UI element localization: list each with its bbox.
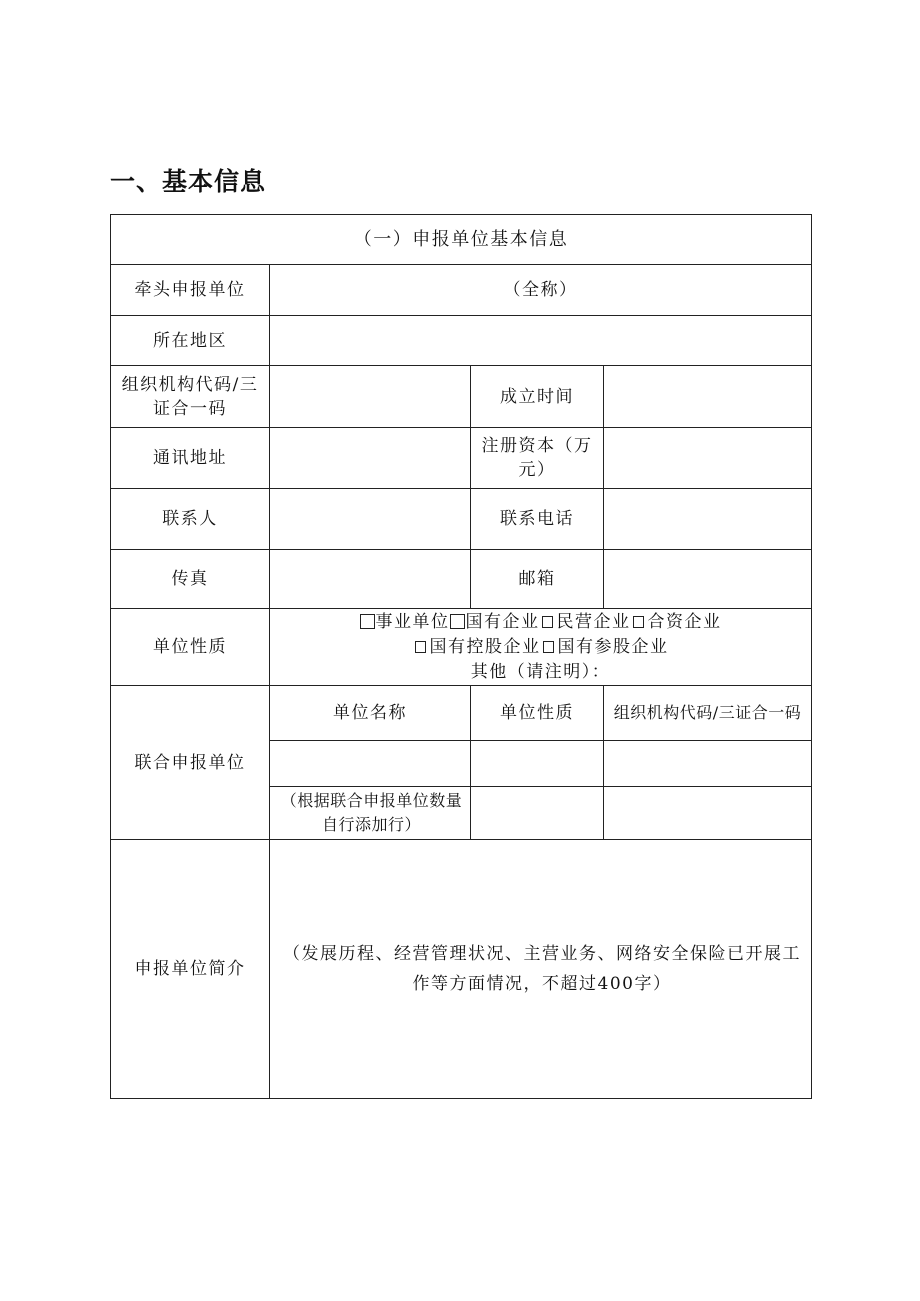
checkbox-private[interactable] bbox=[542, 616, 553, 628]
fax-label: 传真 bbox=[111, 550, 270, 609]
joint-units-label: 联合申报单位 bbox=[111, 686, 270, 840]
checkbox-state-share[interactable] bbox=[543, 641, 554, 653]
founded-field[interactable] bbox=[604, 366, 812, 428]
nature-line-1 bbox=[273, 610, 808, 635]
phone-label: 联系电话 bbox=[471, 489, 604, 550]
nature-line-2 bbox=[273, 635, 808, 660]
capital-field[interactable] bbox=[604, 428, 812, 489]
option-state-holding: 国有控股企业 bbox=[429, 636, 541, 657]
email-field[interactable] bbox=[604, 550, 812, 609]
org-code-label: 组织机构代码/三证合一码 bbox=[111, 366, 270, 428]
joint-header-code: 组织机构代码/三证合一码 bbox=[604, 686, 812, 741]
joint-header-nature: 单位性质 bbox=[471, 686, 604, 741]
checkbox-state-holding[interactable] bbox=[415, 641, 426, 653]
checkbox-public-institution[interactable] bbox=[360, 614, 375, 629]
capital-label: 注册资本（万元） bbox=[471, 428, 604, 489]
address-row bbox=[111, 428, 812, 489]
section-title: （一）申报单位基本信息 bbox=[111, 215, 812, 265]
address-label: 通讯地址 bbox=[111, 428, 270, 489]
joint-row-1-name[interactable] bbox=[270, 741, 471, 787]
joint-row-2-nature[interactable] bbox=[471, 787, 604, 840]
contact-field[interactable] bbox=[270, 489, 471, 550]
joint-row-1-nature[interactable] bbox=[471, 741, 604, 787]
fax-row bbox=[111, 550, 812, 609]
phone-field[interactable] bbox=[604, 489, 812, 550]
option-state-share: 国有参股企业 bbox=[557, 636, 669, 657]
org-code-row bbox=[111, 366, 812, 428]
intro-field[interactable]: （发展历程、经营管理状况、主营业务、网络安全保险已开展工作等方面情况，不超过400字） bbox=[270, 840, 812, 1099]
unit-nature-row bbox=[111, 609, 812, 686]
checkbox-state-owned[interactable] bbox=[450, 614, 465, 629]
unit-nature-options bbox=[270, 609, 812, 686]
option-joint-venture: 合资企业 bbox=[647, 611, 722, 632]
option-private: 民营企业 bbox=[556, 611, 631, 632]
contact-label: 联系人 bbox=[111, 489, 270, 550]
checkbox-joint-venture[interactable] bbox=[633, 616, 644, 628]
org-code-field[interactable] bbox=[270, 366, 471, 428]
intro-row bbox=[111, 840, 812, 1099]
basic-info-table bbox=[110, 214, 812, 1099]
joint-header-name: 单位名称 bbox=[270, 686, 471, 741]
founded-label: 成立时间 bbox=[471, 366, 604, 428]
option-public-institution: 事业单位 bbox=[375, 611, 450, 632]
intro-label: 申报单位简介 bbox=[111, 840, 270, 1099]
option-other[interactable]: 其他（请注明）： bbox=[470, 661, 611, 682]
section-title-row bbox=[111, 215, 812, 265]
lead-unit-row bbox=[111, 265, 812, 316]
region-row bbox=[111, 316, 812, 366]
option-state-owned: 国有企业 bbox=[465, 611, 540, 632]
fax-field[interactable] bbox=[270, 550, 471, 609]
unit-nature-label: 单位性质 bbox=[111, 609, 270, 686]
email-label: 邮箱 bbox=[471, 550, 604, 609]
joint-add-note: （根据联合申报单位数量自行添加行） bbox=[270, 787, 471, 840]
joint-row-2-code[interactable] bbox=[604, 787, 812, 840]
region-label: 所在地区 bbox=[111, 316, 270, 366]
address-field[interactable] bbox=[270, 428, 471, 489]
region-field[interactable] bbox=[270, 316, 812, 366]
page-heading: 一、基本信息 bbox=[110, 167, 267, 196]
joint-row-1-code[interactable] bbox=[604, 741, 812, 787]
contact-row bbox=[111, 489, 812, 550]
joint-header-row bbox=[111, 686, 812, 741]
lead-unit-field[interactable]: （全称） bbox=[270, 265, 812, 316]
lead-unit-label: 牵头申报单位 bbox=[111, 265, 270, 316]
